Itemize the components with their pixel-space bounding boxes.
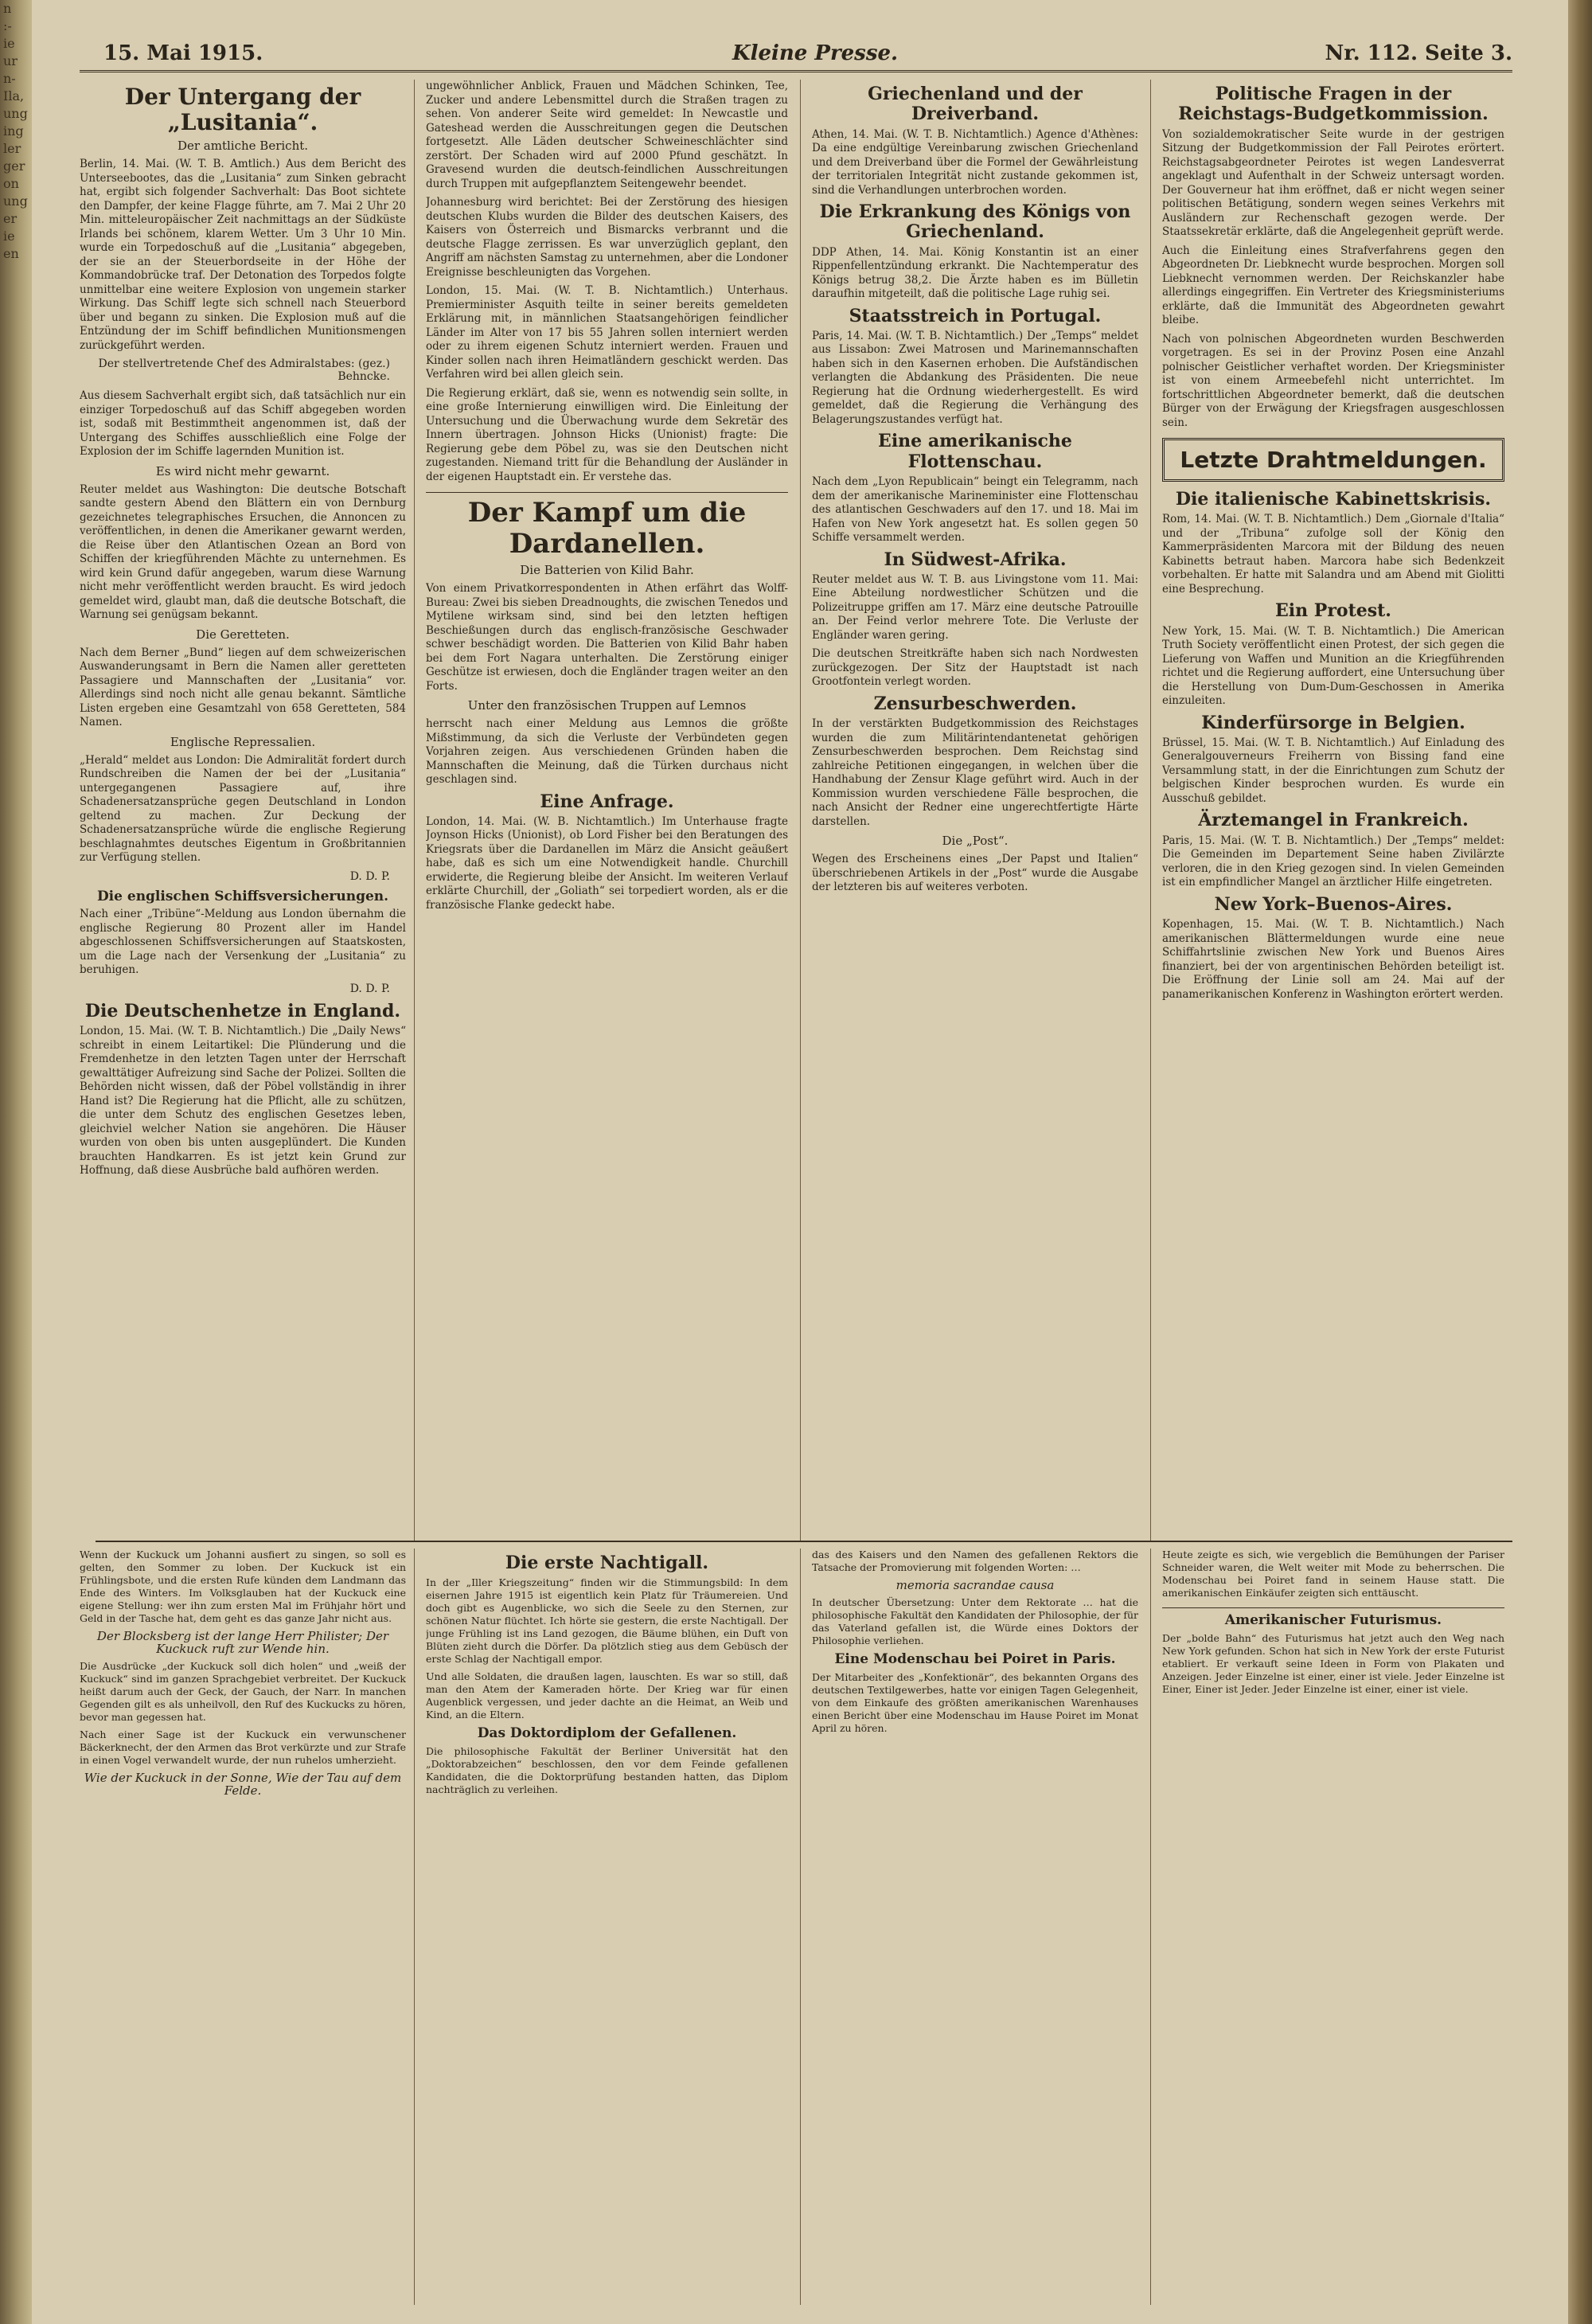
article-paragraph: London, 14. Mai. (W. B. Nichtamtlich.) Im Unterhause fragte Joynson Hicks (Unionist), ob Lord Fisher bei den Beratungen des Kriegsrats über die Dardanellen im März die Ansicht geäußert habe, daß es sich um eine Notwendigkeit handle. Churchill erwiderte, die Regierung bleibe der Ansicht. Im weiteren Verlauf erklärte Churchill, der „Goliath“ sei torpediert worden, als er die französische Flanke gedeckt habe.	[426, 814, 788, 912]
article-headline: Eine amerikanische Flottenschau.	[878, 431, 1072, 472]
column-rule	[800, 1549, 801, 2305]
article-paragraph: Paris, 14. Mai. (W. T. B. Nichtamtlich.) Der „Temps“ meldet aus Lissabon: Zwei Matrosen und Marinemannschaften haben sich in den Kasernen erhoben. Die Aufständischen verlangten die Abdankung des Präsidenten. Die neue Regierung hat die Ordnung wiederhergestellt. Es wird gemeldet, daß die Regierung die Verhängung des Belagerungszustandes verfügt hat.	[812, 329, 1138, 426]
article-paragraph: Reuter meldet aus Washington: Die deutsche Botschaft sandte gestern Abend den Blättern ein von Dernburg gezeichnetes telegraphisches Ersuchen, die Annoncen zu veröffentlichen, in denen die Amerikaner gewarnt werden, die Reise über den Atlantischen Ozean an Bord von Schiffen der kriegführenden Mächte zu unternehmen. Es wird kein Grund dafür angegeben, warum diese Warnung nicht mehr veröffentlicht werden braucht. Es wird jedoch gemeldet wird, glaubt man, daß die deutsche Botschaft, die Warnung sei genügsam bekannt.	[80, 482, 406, 622]
article-paragraph: Rom, 14. Mai. (W. T. B. Nichtamtlich.) Dem „Giornale d'Italia“ und der „Tribuna“ zufolge soll der König den Kammerpräsidenten Marcora mit der Bildung des neuen Kabinetts betraut haben. Marcora habe sich Bedenkzeit vorbehalten. Er hatte mit Salandra und am Abend mit Giolitti eine Besprechung.	[1162, 513, 1504, 596]
article-headline: Amerikanischer Futurismus.	[1224, 1612, 1442, 1628]
article-headline: Die Erkrankung des Königs von Griechenland.	[819, 201, 1131, 243]
article-paragraph: Aus diesem Sachverhalt ergibt sich, daß tatsächlich nur ein einziger Torpedoschuß auf das Schiff abgegeben worden ist, sodaß mit Bestimmtheit angenommen ist, daß der Untergang des Schiffes ausschließlich eine Folge der Explosion der im Schiffe lagernden Munition ist.	[80, 389, 406, 459]
article-paragraph: London, 15. Mai. (W. T. B. Nichtamtlich.) Die „Daily News“ schreibt in einem Leitartikel: Die Plünderung und die Fremdenhetze in den letzten Tagen unter der Herrschaft gewalttätiger Aufreizung sind Sache der Polizei. Sollten die Behörden nicht wissen, daß der Pöbel vollständig in ihrer Hand ist? Die Regierung hat die Pflicht, alle zu schützen, die unter dem Schutz des englischen Gesetzes leben, gleichviel welcher Nation sie angehören. Die Häuser wurden von oben bis unten ausgeplündert. Die Kunden brauchten Handkarren. Es ist jetzt kein Grund zur Hoffnung, daß diese Ausbrüche bald aufhören werden.	[80, 1025, 406, 1178]
header-page-number: Nr. 112. Seite 3.	[1325, 41, 1512, 65]
article-headline: Die englischen Schiffsversicherungen.	[96, 888, 389, 904]
right-page-edge	[1568, 0, 1592, 2324]
column-rule	[414, 80, 415, 1541]
article-headline: Die Deutschenhetze in England.	[84, 1000, 401, 1021]
section-subheading: Englische Repressalien.	[170, 734, 316, 749]
article-headline: Staatsstreich in Portugal.	[849, 305, 1102, 326]
article-paragraph: Wegen des Erscheinens eines „Der Papst und Italien“ überschriebenen Artikels in der „Post“ wurde die Ausgabe der letzteren bis auf weiteres verboten.	[812, 853, 1138, 894]
article-paragraph: Nach einer „Tribüne“-Meldung aus London übernahm die englische Regierung 80 Prozent aller im Handel abgeschlossenen Schiffsversicherungen auf Staatskosten, um die Lage nach der Versenkung der „Lusitania“ zu beruhigen.	[80, 908, 406, 977]
verse: Der Blocksberg ist der lange Herr Philister; Der Kuckuck ruft zur Wende hin.	[96, 1629, 389, 1656]
newspaper-page	[32, 0, 1568, 2324]
column-rule	[414, 1549, 415, 2305]
article-paragraph: Auch die Einleitung eines Strafverfahrens gegen den Abgeordneten Dr. Liebknecht wurde besprochen. Morgen soll Liebknecht vernommen werden. Der Reichskanzler habe allerdings eingegriffen. Ein Vertreter des Kriegsministeriums erklärte, daß die Immunität des Abgeordneten gewahrt bleibe.	[1162, 244, 1504, 327]
article-paragraph: Kopenhagen, 15. Mai. (W. T. B. Nichtamtlich.) Nach amerikanischen Blättermeldungen wurde eine neue Schiffahrtslinie zwischen New York und Buenos Aires finanziert, bei der von argentinischen Behörden beteiligt ist. Die Eröffnung der Linie soll am 24. Mai auf der panamerikanischen Konferenz in Washington erörtert werden.	[1162, 918, 1504, 1001]
page-header	[80, 38, 1512, 72]
divider	[1162, 1607, 1504, 1608]
article-headline: Das Doktordiplom der Gefallenen.	[477, 1725, 737, 1742]
article-signature: Der stellvertretende Chef des Admiralstabes: (gez.) Behncke.	[98, 357, 390, 384]
column-4	[1162, 80, 1504, 1537]
feuilleton-column-1	[80, 1549, 406, 2305]
article-paragraph: herrscht nach einer Meldung aus Lemnos die größte Mißstimmung, da sich die Verluste der Verbündeten gegen Vorjahren zeigen. Aus verschiedenen Gründen haben die Mannschaften die Meinung, daß die Türken durchaus nicht geschlagen sind.	[426, 717, 788, 787]
verse: Wie der Kuckuck in der Sonne, Wie der Tau auf dem Felde.	[84, 1771, 402, 1798]
section-subheading: Die Geretteten.	[196, 627, 290, 642]
column-rule	[1150, 80, 1151, 1541]
article-paragraph: „Herald“ meldet aus London: Die Admiralität fordert durch Rundschreiben die Namen der bei der „Lusitania“ untergegangenen Passagiere auf, ihre Schadenersatzansprüche gegen Deutschland in London geltend zu machen. Zur Deckung der Schadenersatzansprüche würde die englische Regierung beschlagnahmtes deutsches Eigentum in Großbritannien zur Verfügung stellen.	[80, 753, 406, 865]
article-paragraph: Und alle Soldaten, die draußen lagen, lauschten. Es war so still, daß man den Atem der Kameraden hörte. Der Krieg war für einen Augenblick vergessen, und jeder dachte an die Heimat, an Weib und Kind, an die Eltern.	[426, 1670, 788, 1721]
article-paragraph: Von sozialdemokratischer Seite wurde in der gestrigen Sitzung der Budgetkommission der Fall Peirotes erörtert. Reichstagsabgeordneter Peirotes ist wegen Landesverrat angeklagt und Aufenthalt in der Schweiz untersagt worden. Der Gouverneur hat ihm eröffnet, daß er nicht wegen seiner politischen Betätigung, sondern wegen seines Verkehrs mit Ausländern zur Rechenschaft gezogen werde. Der Staatssekretär erklärte, daß die Angelegenheit geprüft werde.	[1162, 127, 1504, 239]
article-signature: D. D. P.	[349, 982, 390, 995]
article-paragraph: Nach dem „Lyon Republicain“ beingt ein Telegramm, nach dem der amerikanische Marineminister eine Flottenschau des atlantischen Geschwaders auf den 17. und 18. Mai im Hafen von New York angesetzt hat. Es sollen gegen 50 Schiffe versammelt werden.	[812, 475, 1138, 545]
article-headline: Ärztemangel in Frankreich.	[1198, 810, 1469, 831]
article-paragraph: Nach einer Sage ist der Kuckuck ein verwunschener Bäckerknecht, der den Armen das Brot verkürzte und zur Strafe in einen Vogel verwandelt wurde, der nun ruhelos umherzieht.	[80, 1728, 406, 1766]
column-rule	[1150, 1549, 1151, 2305]
feuilleton-column-4	[1162, 1549, 1504, 2305]
article-paragraph: Heute zeigte es sich, wie vergeblich die Bemühungen der Pariser Schneider waren, die Welt weiter mit Mode zu beherrschen. Die Modenschau bei Poiret fand in seinem Hause statt. Die amerikanischen Einkäufer zeigten sich enttäuscht.	[1162, 1549, 1504, 1599]
feuilleton-rule	[96, 1541, 1512, 1542]
article-paragraph: New York, 15. Mai. (W. T. B. Nichtamtlich.) Die American Truth Society veröffentlicht einen Protest, der sich gegen die Lieferung von Waffen und Munition an die Kriegführenden richtet und die Regierung auffordert, eine Untersuchung über die Herstellung von Dum-Dum-Geschossen in Amerika einzuleiten.	[1162, 624, 1504, 708]
article-paragraph: Der „bolde Bahn“ des Futurismus hat jetzt auch den Weg nach New York gefunden. Schon hat sich in New York der erste Futurist etabliert. Er verkauft seine Ideen in Form von Plakaten und Anzeigen. Jeder Einzelne ist einer, einer ist viele. Jeder Einzelne ist Einer, Einer ist Jeder. Jeder Einzelne ist einer, einer ist viele.	[1162, 1631, 1504, 1695]
article-subheadline: Der amtliche Bericht.	[177, 139, 309, 154]
article-headline: Griechenland und der Dreiverband.	[868, 84, 1083, 125]
latin-inscription: memoria sacrandae causa	[896, 1578, 1055, 1592]
article-paragraph: In deutscher Übersetzung: Unter dem Rektorate … hat die philosophische Fakultät den Kandidaten der Philosophie, der für das Vaterland gefallen ist, die Würde eines Doktors der Philosophie verliehen.	[812, 1596, 1138, 1646]
feuilleton-column-3	[812, 1549, 1138, 2305]
article-paragraph: In der „Iller Kriegszeitung“ finden wir die Stimmungsbild: In dem eisernen Jahre 1915 ist eigentlich kein Platz für Träumereien. Und doch gibt es Augenblicke, wo sich die Seele zu den Sternen, zur schönen Natur flüchtet. Ich hörte sie gestern, die erste Nachtigall. Der junge Frühling ist ins Land gezogen, die Bäume blühen, ein Duft von Blüten zieht durch die Dörfer. Da plötzlich stieg aus dem Gebüsch der erste Schlag der Nachtigall empor.	[426, 1576, 788, 1666]
section-subheading: Es wird nicht mehr gewarnt.	[155, 463, 330, 478]
article-headline: Politische Fragen in der Reichstags-Budgetkommission.	[1178, 84, 1489, 125]
article-headline: Zensurbeschwerden.	[873, 693, 1077, 714]
article-paragraph: Athen, 14. Mai. (W. T. B. Nichtamtlich.) Agence d'Athènes: Da eine endgültige Vereinbarung zwischen Griechenland und dem Dreiverband über die Formel der Gewährleistung der territorialen Integrität nicht zustande gekommen ist, sind die Verhandlungen unterbrochen worden.	[812, 127, 1138, 197]
article-paragraph: Von einem Privatkorrespondenten in Athen erfährt das Wolff-Bureau: Zwei bis sieben Dreadnoughts, die zwischen Tenedos und Mytilene wirksam sind, sind bei den letzten heftigen Beschießungen durch das englisch-französische Geschwader schwer beschädigt worden. Die Batterien von Kilid Bahr haben bei dem Fort Nagara unterhalten. Die Zerstörung einiger Geschütze ist erwiesen, doch die Engländer tragen weiter an den Forts.	[426, 582, 788, 693]
article-signature: D. D. P.	[349, 869, 390, 883]
article-headline: Die italienische Kabinettskrisis.	[1175, 489, 1492, 510]
article-paragraph: Die Ausdrücke „der Kuckuck soll dich holen“ und „weiß der Kuckuck“ sind im ganzen Sprachgebiet verbreitet. Der Kuckuck heißt darum auch der Geck, der Gauch, der Narr. In manchen Gegenden gilt es als unheilvoll, den Ruf des Kuckucks zu hören, bevor man gegessen hat.	[80, 1660, 406, 1723]
article-paragraph: Brüssel, 15. Mai. (W. T. B. Nichtamtlich.) Auf Einladung des Generalgouverneurs Freiherrn von Bissing fand eine Versammlung statt, in der die Einrichtungen zum Schutz der belgischen Kinder besprochen wurden. Es wurde ein Ausschuß gebildet.	[1162, 736, 1504, 805]
article-paragraph: das des Kaisers und den Namen des gefallenen Rektors die Tatsache der Promovierung mit folgenden Worten: …	[812, 1549, 1138, 1573]
column-rule	[800, 80, 801, 1541]
article-paragraph: ungewöhnlicher Anblick, Frauen und Mädchen Schinken, Tee, Zucker und andere Lebensmittel durch die Straßen tragen zu sehen. Von anderer Seite wird gemeldet: In Newcastle und Gateshead werden die Ausschreitungen gegen die Deutschen fortgesetzt. Alle Läden deutscher Schweineschlächter sind zerstört. Der Schaden wird auf 2000 Pfund geschätzt. In Gravesend wurden die deutsch-feindlichen Ausschreitungen durch Truppen mit aufgepflanztem Seitengewehr beendet.	[426, 80, 788, 190]
article-paragraph: Die Regierung erklärt, daß sie, wenn es notwendig sein sollte, in eine große Internierung einwilligen wird. Die Einleitung der Untersuchung und die Überwachung wurde dem Sekretär des Innern übertragen. Johnson Hicks (Unionist) fragte: Die Regierung gebe dem Pöbel zu, was sie den Deutschen nicht zugestanden. Niemand tritt für die Behandlung der Ausländer in der eigenen Hauptstadt ein. Er verstehe das.	[426, 386, 788, 483]
article-paragraph: Der Mitarbeiter des „Konfektionär“, des bekannten Organs des deutschen Textilgewerbes, hatte vor einigen Tagen Gelegenheit, von dem Einkaufe des größten amerikanischen Warenhauses einen Bericht über eine Modenschau im Hause Poiret im Monat April zu hören.	[812, 1670, 1138, 1734]
section-banner: Letzte Drahtmeldungen.	[1162, 438, 1504, 482]
feuilleton-column-2	[426, 1549, 788, 2305]
column-3	[812, 80, 1138, 1537]
article-headline: Kinderfürsorge in Belgien.	[1201, 712, 1465, 733]
article-paragraph: Paris, 15. Mai. (W. T. B. Nichtamtlich.) Der „Temps“ meldet: Die Gemeinden im Departement Seine haben Zivilärzte verloren, die in den Krieg gezogen sind. In vielen Gemeinden ist ein empfindlicher Mangel an ärztlicher Hilfe eingetreten.	[1162, 834, 1504, 889]
article-paragraph: Die philosophische Fakultät der Berliner Universität hat den „Doktorabzeichen“ beschlossen, den vor dem Feinde gefallenen Kandidaten, die die Doktorprüfung bestanden hatten, das Diplom nachträglich zu verleihen.	[426, 1744, 788, 1795]
article-paragraph: London, 15. Mai. (W. T. B. Nichtamtlich.) Unterhaus. Premierminister Asquith teilte in seiner bereits gemeldeten Erklärung mit, in männlichen Staatsangehörigen feindlicher Länder im Alter von 17 bis 55 Jahren sollen interniert werden oder zu ihrem eigenen Schutz interniert werden. Frauen und Kinder sollen nach ihren Heimatländern geschickt werden. Das Verfahren wird bei allen gleich sein.	[426, 284, 788, 381]
article-headline: In Südwest-Afrika.	[884, 549, 1067, 570]
article-paragraph: Nach von polnischen Abgeordneten wurden Beschwerden vorgetragen. Es sei in der Provinz Posen eine Anzahl polnischer Geistlicher verhaftet worden. Der Kriegsminister ist von einem Armeebefehl nicht unterrichtet. Im fortschrittlichen Abgeordneter bemerkt, daß die deutschen Bürger von der Erwägung der Kriegsfragen ausgeschlossen sein.	[1162, 332, 1504, 429]
header-date: 15. Mai 1915.	[103, 41, 263, 65]
left-page-edge: n :- ie ur n- Ila, ung ing ler ger on ung er ie en	[0, 0, 32, 2324]
article-paragraph: In der verstärkten Budgetkommission des Reichstages wurden die zum Militärintendantenetat gehörigen Zensurbeschwerden besprochen. Dem Reichstag sind zahlreiche Petitionen eingegangen, in welchen über die Handhabung der Zensur Klage geführt wird. Auch in der Kommission wurden verschiedene Fälle besprochen, die nach Ansicht der Redner eine ungerechtfertigte Härte darstellen.	[812, 717, 1138, 828]
article-subheadline: Die Batterien von Kilid Bahr.	[520, 563, 694, 578]
section-subheading: Unter den französischen Truppen auf Lemnos	[467, 698, 747, 713]
column-1	[80, 80, 406, 1537]
article-paragraph: Reuter meldet aus W. T. B. aus Livingstone vom 11. Mai: Eine Abteilung nordwestlicher Schützen und die Polizeitruppe griffen am 17. März eine deutsche Patrouille an. Der Feind verlor mehrere Tote. Die Verluste der Engländer waren gering.	[812, 572, 1138, 642]
header-paper-name: Kleine Presse.	[732, 41, 899, 65]
article-paragraph: DDP Athen, 14. Mai. König Konstantin ist an einer Rippenfellentzündung erkrankt. Die Nachtemperatur des Königs betrug 38,2. Die Ärzte haben es im Bülletin daraufhin mitgeteilt, daß die politische Lage ruhig sei.	[812, 245, 1138, 301]
article-headline: New York–Buenos-Aires.	[1214, 893, 1453, 915]
article-headline: Eine Anfrage.	[540, 791, 674, 812]
article-paragraph: Die deutschen Streitkräfte haben sich nach Nordwesten zurückgezogen. Der Sitz der Hauptstadt ist nach Grootfontein verlegt worden.	[812, 647, 1138, 689]
article-paragraph: Berlin, 14. Mai. (W. T. B. Amtlich.) Aus dem Bericht des Unterseebootes, das die „Lusitania“ zum Sinken gebracht hat, ergibt sich folgender Sachverhalt: Das Boot sichtete den Dampfer, der keine Flagge führte, am 7. Mai 2 Uhr 20 Min. mitteleuropäischer Zeit nachmittags an der Südküste Irlands bei schönem, klarem Wetter. Um 3 Uhr 10 Min. wurde ein Torpedoschuß auf die „Lusitania“ abgegeben, der sie an der Steuerbordseite in der Höhe der Kommandobrücke traf. Der Detonation des Torpedos folgte unmittelbar eine weitere Explosion von ungemein starker Wirkung. Das Schiff legte sich schnell nach Steuerbord über und begann zu sinken. Die Explosion muß auf die Entzündung der im Schiff befindlichen Munitionsmengen zurückgeführt werden.	[80, 158, 406, 352]
article-headline: Der Untergang der „Lusitania“.	[124, 84, 361, 136]
column-2	[426, 80, 788, 1537]
article-headline: Der Kampf um die Dardanellen.	[467, 497, 747, 560]
article-headline: Ein Protest.	[1275, 600, 1391, 622]
article-headline: Eine Modenschau bei Poiret in Paris.	[834, 1651, 1116, 1667]
divider	[426, 492, 788, 493]
section-subheading: Die „Post“.	[942, 834, 1009, 849]
article-paragraph: Johannesburg wird berichtet: Bei der Zerstörung des hiesigen deutschen Klubs wurden die Bilder des deutschen Kaisers, des Kaisers von Österreich und Bismarcks verbrannt und die deutsche Flagge zerrissen. Es war unverzüglich geplant, den Angriff am nächsten Samstag zu unternehmen, aber die Londoner Ereignisse beschleunigten das Vorgehen.	[426, 196, 788, 279]
article-paragraph: Wenn der Kuckuck um Johanni ausfiert zu singen, so soll es gelten, den Sommer zu loben. Der Kuckuck ist ein Frühlingsbote, und die ersten Rufe künden dem Landmann das Ende des Winters. Im Volksglauben hat der Kuckuck eine eigene Stellung: wer ihn zum ersten Mal im Frühjahr hört und Geld in der Tasche hat, dem geht es das ganze Jahr nicht aus.	[80, 1549, 406, 1624]
article-paragraph: Nach dem Berner „Bund“ liegen auf dem schweizerischen Auswanderungsamt in Bern die Namen aller geretteten Passagiere und Mannschaften der „Lusitania“ vor. Allerdings sind noch nicht alle genau bekannt. Sämtliche Listen ergeben eine Gesamtzahl von 658 Geretteten, 584 Namen.	[80, 646, 406, 729]
article-headline: Die erste Nachtigall.	[505, 1553, 709, 1573]
